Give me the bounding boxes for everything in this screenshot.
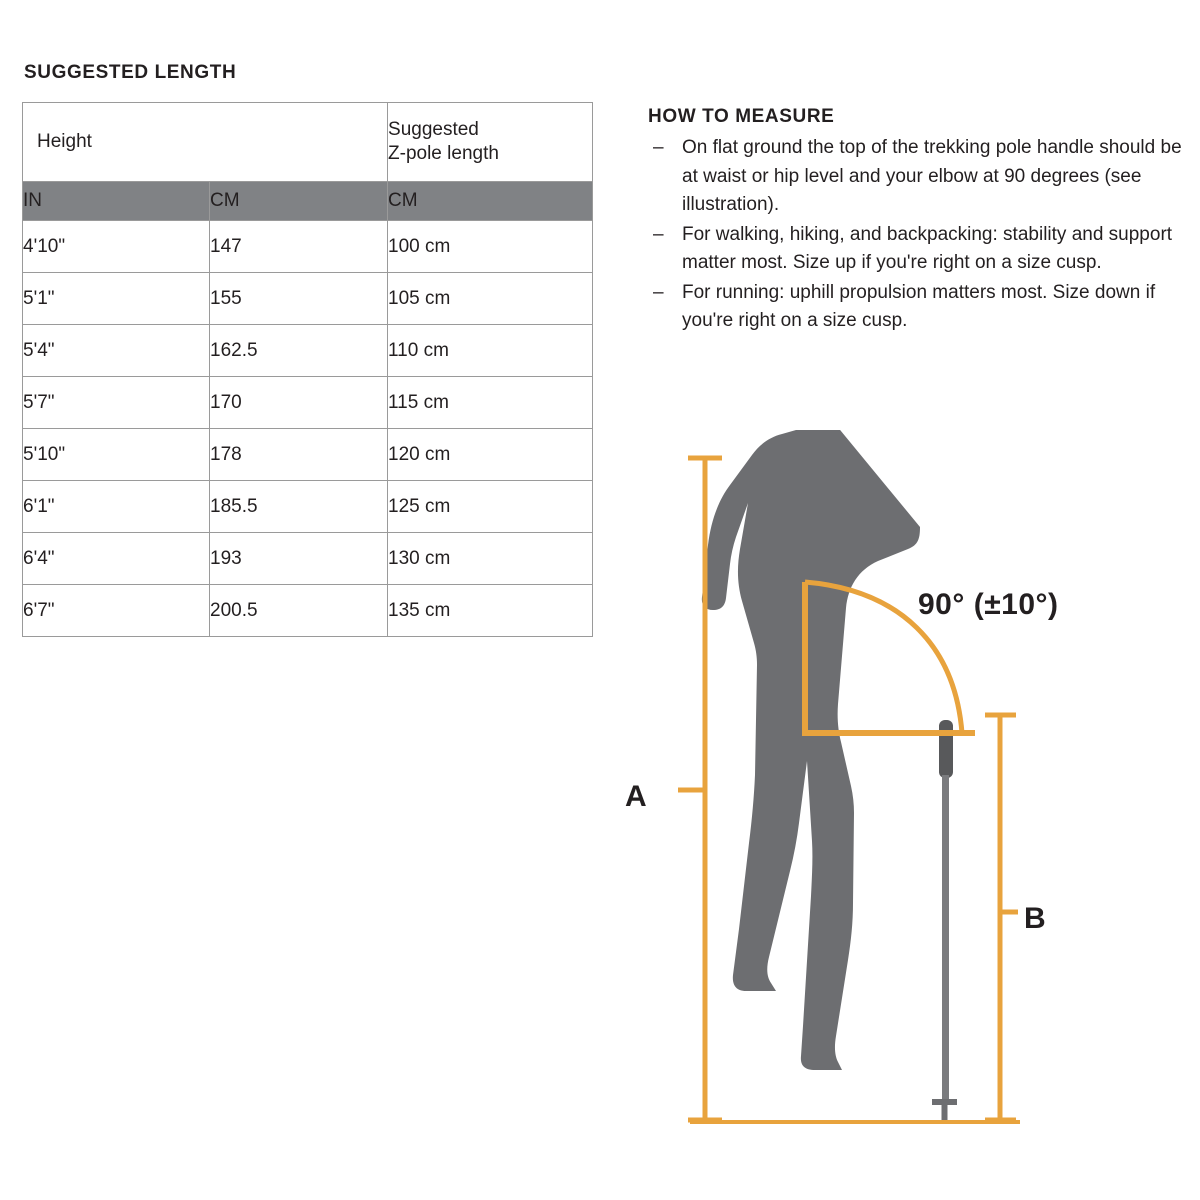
label-a: A (625, 780, 647, 813)
cell-pole-cm: 110 cm (388, 325, 593, 377)
cell-height-in: 5'7" (23, 377, 210, 429)
measurement-illustration (600, 430, 1200, 1150)
size-chart-table (22, 102, 593, 637)
suggested-length-section (22, 62, 592, 637)
measure-line-b (985, 715, 1018, 1120)
hiker-diagram-svg (600, 430, 1200, 1150)
table-row (23, 429, 593, 481)
table-subheader-row (23, 182, 593, 221)
table-header-row (23, 103, 593, 182)
list-item-text: On flat ground the top of the trekking pole handle should be at waist or hip level and your elbow at 90 degrees (see illustration). (682, 137, 1182, 215)
list-item (648, 221, 1188, 278)
table-row (23, 585, 593, 637)
cell-pole-cm: 120 cm (388, 429, 593, 481)
angle-label: 90° (±10°) (918, 588, 1059, 621)
dash-bullet: – (653, 281, 664, 303)
cell-height-cm: 185.5 (210, 481, 388, 533)
table-row (23, 273, 593, 325)
cell-height-cm: 200.5 (210, 585, 388, 637)
table-row (23, 377, 593, 429)
trekking-pole-icon (932, 720, 957, 1124)
header-suggested-line1: Suggested (388, 119, 479, 140)
cell-height-in: 5'10" (23, 429, 210, 481)
cell-pole-cm: 135 cm (388, 585, 593, 637)
header-suggested-zpole (388, 103, 593, 182)
measure-instructions-list (648, 134, 1188, 336)
how-to-measure-section (648, 106, 1188, 337)
table-row (23, 481, 593, 533)
cell-height-in: 6'7" (23, 585, 210, 637)
cell-height-cm: 178 (210, 429, 388, 481)
table-row (23, 221, 593, 273)
cell-height-cm: 170 (210, 377, 388, 429)
cell-height-in: 5'4" (23, 325, 210, 377)
cell-pole-cm: 100 cm (388, 221, 593, 273)
list-item-text: For walking, hiking, and backpacking: stability and support matter most. Size up if you're right on a size cusp. (682, 223, 1173, 273)
cell-height-cm: 147 (210, 221, 388, 273)
label-b: B (1024, 902, 1046, 935)
cell-height-in: 5'1" (23, 273, 210, 325)
how-to-measure-title: HOW TO MEASURE (648, 106, 835, 127)
cell-pole-cm: 115 cm (388, 377, 593, 429)
dash-bullet: – (653, 137, 664, 158)
subheader-in: IN (23, 182, 210, 221)
cell-height-cm: 193 (210, 533, 388, 585)
cell-pole-cm: 105 cm (388, 273, 593, 325)
list-item (648, 134, 1188, 220)
cell-height-cm: 155 (210, 273, 388, 325)
cell-pole-cm: 130 cm (388, 533, 593, 585)
cell-height-in: 4'10" (23, 221, 210, 273)
cell-height-in: 6'4" (23, 533, 210, 585)
dash-bullet: – (653, 223, 664, 245)
list-item-text: For running: uphill propulsion matters most. Size down if you're right on a size cusp. (682, 281, 1156, 331)
table-row (23, 533, 593, 585)
cell-height-cm: 162.5 (210, 325, 388, 377)
header-height: Height (23, 103, 388, 182)
hiker-silhouette-icon (702, 430, 920, 1070)
page-title: SUGGESTED LENGTH (24, 62, 237, 83)
list-item (648, 279, 1188, 336)
subheader-cm-height: CM (210, 182, 388, 221)
table-row (23, 325, 593, 377)
header-suggested-line2: Z-pole length (388, 143, 499, 164)
cell-height-in: 6'1" (23, 481, 210, 533)
cell-pole-cm: 125 cm (388, 481, 593, 533)
subheader-cm-pole: CM (388, 182, 593, 221)
